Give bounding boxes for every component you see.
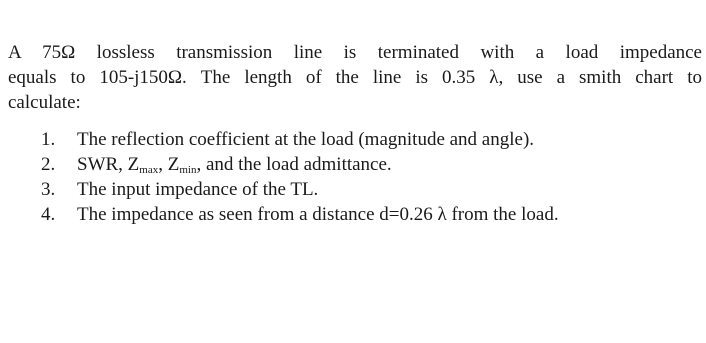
question-item-1 bbox=[8, 127, 702, 152]
question-item-2 bbox=[8, 152, 702, 177]
question-list bbox=[8, 127, 702, 227]
question-text-part: SWR, Z bbox=[77, 154, 140, 175]
question-text: The reflection coefficient at the load (magnitude and angle). bbox=[77, 129, 535, 150]
zmax-subscript: max bbox=[139, 164, 159, 176]
question-item-4 bbox=[8, 202, 702, 227]
question-text: The impedance as seen from a distance d=0.26 λ from the load. bbox=[77, 204, 559, 225]
question-number: 2. bbox=[41, 154, 56, 175]
question-number: 3. bbox=[41, 179, 56, 200]
intro-line-1: A 75Ω lossless transmission line is terminated with a load impedance bbox=[8, 42, 702, 63]
question-text: The input impedance of the TL. bbox=[77, 179, 319, 200]
question-text-part: , and the load admittance. bbox=[196, 154, 392, 175]
zmin-subscript: min bbox=[179, 164, 197, 176]
question-item-3 bbox=[8, 177, 702, 202]
question-number: 4. bbox=[41, 204, 56, 225]
intro-line-3: calculate: bbox=[8, 92, 81, 113]
question-number: 1. bbox=[41, 129, 56, 150]
question-text-part: , Z bbox=[158, 154, 180, 175]
problem-statement bbox=[8, 40, 702, 227]
intro-line-2: equals to 105-j150Ω. The length of the line is 0.35 λ, use a smith chart to bbox=[8, 67, 702, 88]
problem-intro bbox=[8, 40, 702, 115]
